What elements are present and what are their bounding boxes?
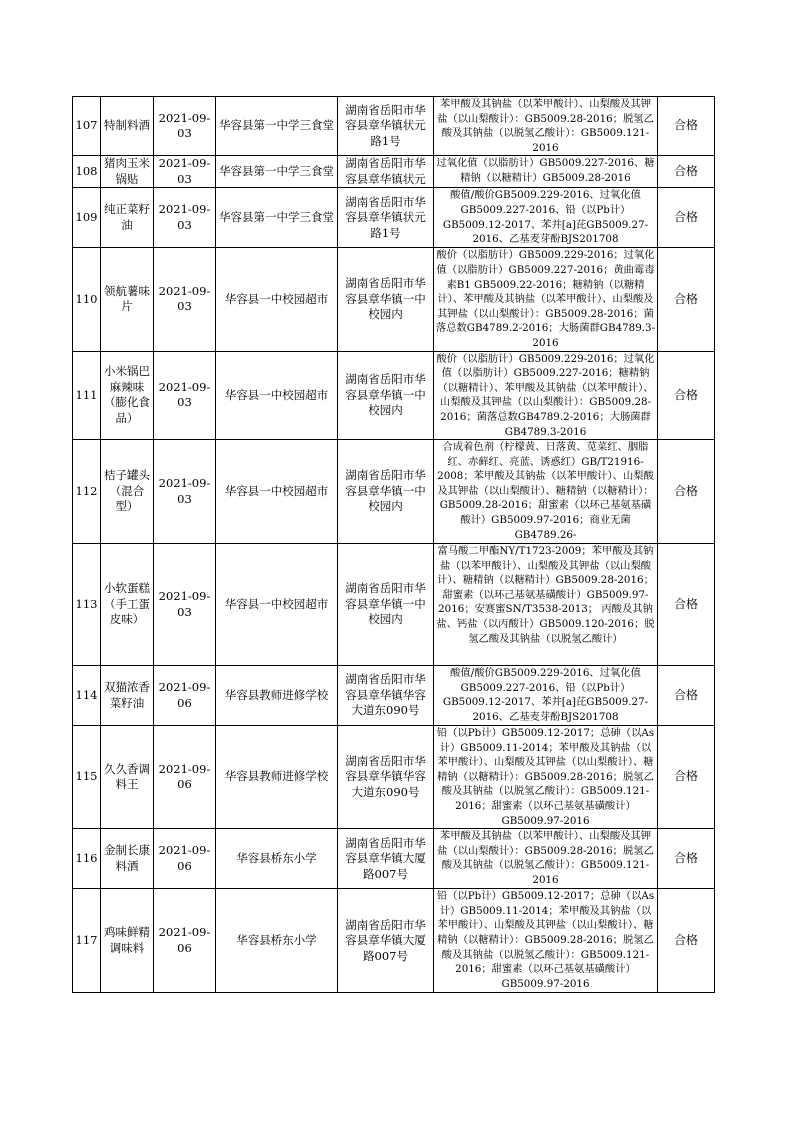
sampled-unit: 华容县一中校园超市: [216, 440, 338, 544]
row-number: 117: [73, 889, 101, 993]
row-number: 112: [73, 440, 101, 544]
test-result: 合格: [658, 726, 715, 829]
sample-date: 2021-09-03: [154, 544, 216, 666]
sample-date: 2021-09-03: [154, 440, 216, 544]
test-items: 苯甲酸及其钠盐（以苯甲酸计）、山梨酸及其钾盐（以山梨酸计）：GB5009.28-2016；脱氢乙酸及其钠盐（以脱氢乙酸计）：GB5009.121-2016: [434, 829, 658, 889]
test-result: 合格: [658, 351, 715, 440]
test-result: 合格: [658, 544, 715, 666]
test-items: 铅（以Pb计）GB5009.12-2017；总砷（以As计）GB5009.11-2014；苯甲酸及其钠盐（以苯甲酸计）、山梨酸及其钾盐（以山梨酸计）、糖精钠（以糖精计）：GB5009.28-2016；脱氢乙酸及其钠盐（以脱氢乙酸计）：GB5009.121-2016；甜蜜素（以环己基氨基磺酸计）GB5009.97-2016: [434, 726, 658, 829]
unit-address: 湖南省岳阳市华容县章华镇一中校园内: [338, 248, 434, 351]
sampled-unit: 华容县一中校园超市: [216, 248, 338, 351]
row-number: 110: [73, 248, 101, 351]
sample-name: 金制长康料酒: [101, 829, 154, 889]
test-result: 合格: [658, 97, 715, 156]
test-result: 合格: [658, 188, 715, 248]
test-items: 合成着色剂（柠檬黄、日落黄、苋菜红、胭脂红、赤藓红、亮蓝、诱惑红）GB/T21916-2008；苯甲酸及其钠盐（以苯甲酸计）、山梨酸及其钾盐（以山梨酸计）、糖精钠（以糖精计）：GB5009.28-2016；甜蜜素（以环己基氨基磺酸计）GB5009.97-2016；商业无菌GB4789.26-: [434, 440, 658, 544]
table-row: [73, 351, 715, 440]
sample-name: 小软蛋糕（手工蛋皮味）: [101, 544, 154, 666]
sampled-unit: 华容县第一中学三食堂: [216, 97, 338, 156]
row-number: 114: [73, 666, 101, 726]
table-row: [73, 188, 715, 248]
row-number: 115: [73, 726, 101, 829]
test-items: 酸值/酸价GB5009.229-2016、过氧化值GB5009.227-2016、铅（以Pb计）GB5009.12-2017、苯并[a]芘GB5009.27-2016、乙基麦芽酚BJS201708: [434, 188, 658, 248]
table-row: [73, 440, 715, 544]
test-items: 酸价（以脂肪计）GB5009.229-2016；过氧化值（以脂肪计）GB5009.227-2016；糖精钠（以糖精计）、苯甲酸及其钠盐（以苯甲酸计）、山梨酸及其钾盐（以山梨酸计）：GB5009.28-2016；菌落总数GB4789.2-2016；大肠菌群GB4789.3-2016: [434, 351, 658, 440]
table-row: [73, 666, 715, 726]
table-row: [73, 97, 715, 156]
unit-address: 湖南省岳阳市华容县章华镇一中校园内: [338, 440, 434, 544]
table-row: [73, 726, 715, 829]
sample-date: 2021-09-06: [154, 829, 216, 889]
sample-name: 双猫浓香菜籽油: [101, 666, 154, 726]
test-items: 铅（以Pb计）GB5009.12-2017；总砷（以As计）GB5009.11-2014；苯甲酸及其钠盐（以苯甲酸计）、山梨酸及其钾盐（以山梨酸计）、糖精钠（以糖精计）：GB5009.28-2016；脱氢乙酸及其钠盐（以脱氢乙酸计）：GB5009.121-2016；甜蜜素（以环己基氨基磺酸计）GB5009.97-2016: [434, 889, 658, 993]
unit-address: 湖南省岳阳市华容县章华镇大厦路007号: [338, 889, 434, 993]
unit-address: 湖南省岳阳市华容县章华镇状元: [338, 156, 434, 188]
table-row: [73, 248, 715, 351]
unit-address: 湖南省岳阳市华容县章华镇大厦路007号: [338, 829, 434, 889]
sample-name: 鸡味鲜精调味料: [101, 889, 154, 993]
row-number: 109: [73, 188, 101, 248]
test-result: 合格: [658, 248, 715, 351]
sample-date: 2021-09-03: [154, 248, 216, 351]
test-items: 酸价（以脂肪计）GB5009.229-2016；过氧化值（以脂肪计）GB5009.227-2016；黄曲霉毒素B1 GB5009.22-2016；糖精钠（以糖精计）、苯甲酸及其钠盐（以苯甲酸计）、山梨酸及其钾盐（以山梨酸计）：GB5009.28-2016；菌落总数GB4789.2-2016；大肠菌群GB4789.3-2016: [434, 248, 658, 351]
test-result: 合格: [658, 440, 715, 544]
table-row: [73, 829, 715, 889]
sampled-unit: 华容县第一中学三食堂: [216, 188, 338, 248]
sample-date: 2021-09-03: [154, 97, 216, 156]
sampled-unit: 华容县教师进修学校: [216, 726, 338, 829]
sample-date: 2021-09-03: [154, 156, 216, 188]
row-number: 108: [73, 156, 101, 188]
test-result: 合格: [658, 829, 715, 889]
sample-name: 特制料酒: [101, 97, 154, 156]
sampled-unit: 华容县桥东小学: [216, 829, 338, 889]
sampled-unit: 华容县桥东小学: [216, 889, 338, 993]
sampled-unit: 华容县教师进修学校: [216, 666, 338, 726]
table-row: [73, 889, 715, 993]
table-row: [73, 544, 715, 666]
unit-address: 湖南省岳阳市华容县章华镇华容大道东090号: [338, 666, 434, 726]
test-result: 合格: [658, 889, 715, 993]
row-number: 113: [73, 544, 101, 666]
unit-address: 湖南省岳阳市华容县章华镇状元路1号: [338, 188, 434, 248]
sample-name: 领航薯味片: [101, 248, 154, 351]
sampled-unit: 华容县第一中学三食堂: [216, 156, 338, 188]
sample-name: 桔子罐头（混合型）: [101, 440, 154, 544]
row-number: 111: [73, 351, 101, 440]
inspection-results-table: [72, 96, 715, 993]
sample-date: 2021-09-06: [154, 726, 216, 829]
sample-name: 小米锅巴麻辣味（膨化食品）: [101, 351, 154, 440]
unit-address: 湖南省岳阳市华容县章华镇华容大道东090号: [338, 726, 434, 829]
test-items: 过氧化值（以脂肪计）GB5009.227-2016、糖精钠（以糖精计）GB5009.28-2016: [434, 156, 658, 188]
sample-name: 猪肉玉米锅贴: [101, 156, 154, 188]
unit-address: 湖南省岳阳市华容县章华镇一中校园内: [338, 351, 434, 440]
row-number: 107: [73, 97, 101, 156]
sampled-unit: 华容县一中校园超市: [216, 544, 338, 666]
sample-name: 纯正菜籽油: [101, 188, 154, 248]
test-result: 合格: [658, 666, 715, 726]
sample-date: 2021-09-03: [154, 351, 216, 440]
test-items: 苯甲酸及其钠盐（以苯甲酸计）、山梨酸及其钾盐（以山梨酸计）：GB5009.28-2016；脱氢乙酸及其钠盐（以脱氢乙酸计）：GB5009.121-2016: [434, 97, 658, 156]
unit-address: 湖南省岳阳市华容县章华镇一中校园内: [338, 544, 434, 666]
sampled-unit: 华容县一中校园超市: [216, 351, 338, 440]
unit-address: 湖南省岳阳市华容县章华镇状元路1号: [338, 97, 434, 156]
sample-name: 久久香调料王: [101, 726, 154, 829]
sample-date: 2021-09-06: [154, 889, 216, 993]
test-result: 合格: [658, 156, 715, 188]
row-number: 116: [73, 829, 101, 889]
test-items: 富马酸二甲酯NY/T1723-2009；苯甲酸及其钠盐（以苯甲酸计）、山梨酸及其钾盐（以山梨酸计）、糖精钠（以糖精计）GB5009.28-2016；甜蜜素（以环己基氨基磺酸计）GB5009.97-2016；安赛蜜SN/T3538-2013； 丙酸及其钠盐、钙盐（以丙酸计）GB5009.120-2016；脱氢乙酸及其钠盐（以脱氢乙酸计）: [434, 544, 658, 666]
sample-date: 2021-09-06: [154, 666, 216, 726]
test-items: 酸值/酸价GB5009.229-2016、过氧化值GB5009.227-2016、铅（以Pb计）GB5009.12-2017、苯并[a]芘GB5009.27-2016、乙基麦芽酚BJS201708: [434, 666, 658, 726]
sample-date: 2021-09-03: [154, 188, 216, 248]
table-row: [73, 156, 715, 188]
